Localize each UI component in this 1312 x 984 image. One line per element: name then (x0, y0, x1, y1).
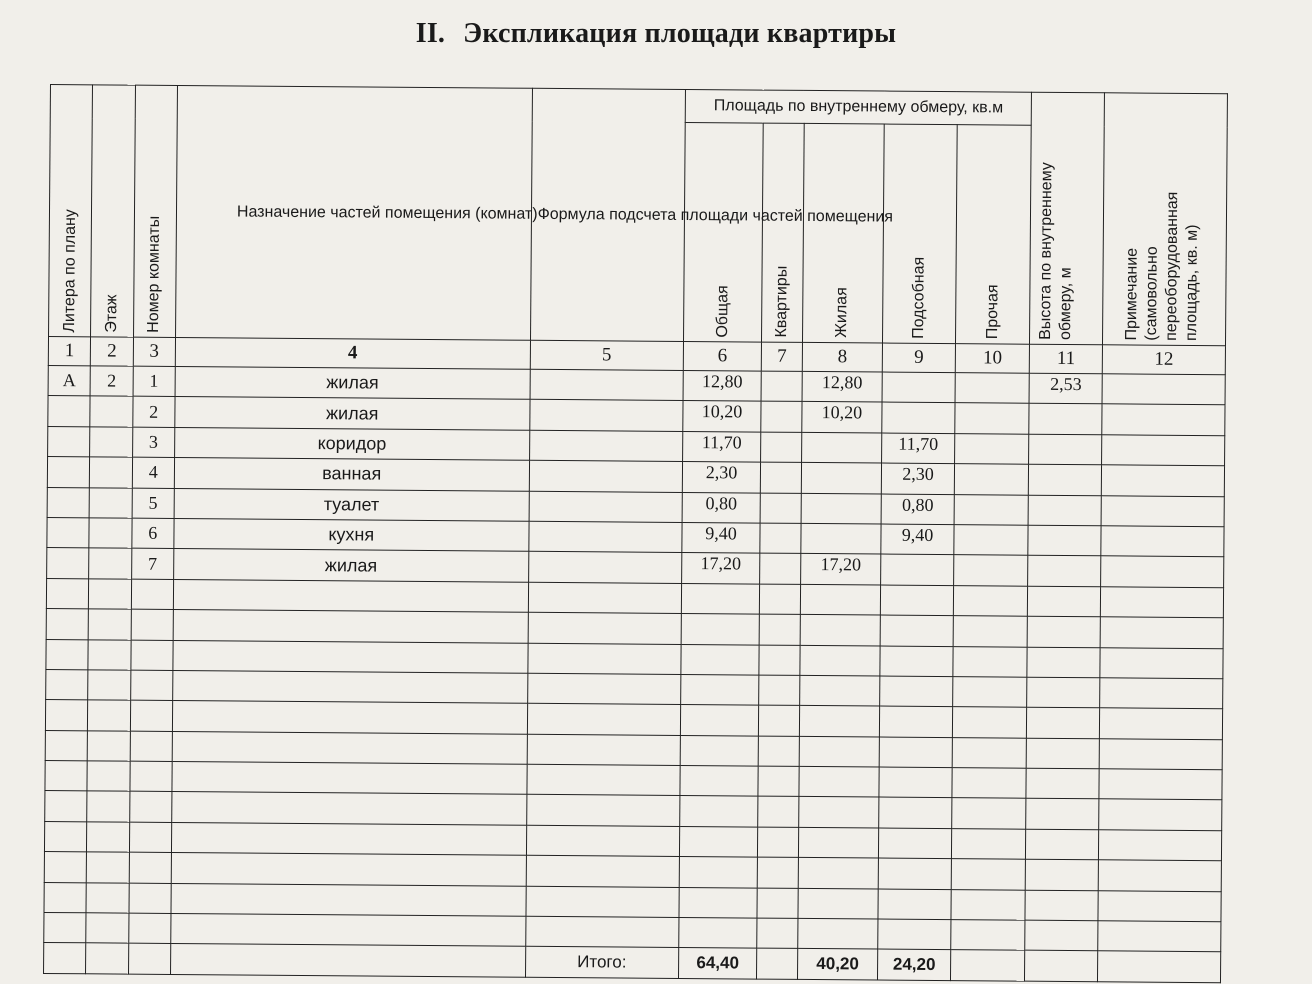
explication-table-container (43, 84, 1228, 975)
cell-kvartiry (760, 614, 801, 645)
cell-podsobnaya: 2,30 (882, 463, 955, 494)
cell-nomer (131, 640, 174, 671)
cell-naznachenie: жилая (174, 549, 529, 582)
cell-litera (46, 669, 89, 700)
col-number: 5 (530, 340, 683, 370)
cell-primechanie (1101, 465, 1224, 496)
cell-nomer (129, 852, 172, 883)
cell-obshchaya (680, 705, 759, 736)
cell-nomer: 3 (132, 427, 175, 458)
cell-nomer (130, 731, 173, 762)
cell-podsobnaya: 9,40 (881, 524, 954, 555)
cell-litera (46, 609, 89, 640)
header-formula: Формула подсчета площади частей помещения (530, 88, 685, 341)
cell-litera (46, 639, 89, 670)
cell-nomer (130, 670, 173, 701)
cell-etazh (88, 609, 131, 640)
cell-litera (44, 913, 87, 944)
cell-podsobnaya (881, 585, 954, 616)
cell-nomer (129, 883, 172, 914)
cell-primechanie (1098, 890, 1221, 921)
cell-naznachenie (172, 701, 527, 734)
cell-kvartiry (758, 797, 799, 828)
cell-formula (528, 643, 681, 675)
cell-prochaya (952, 737, 1027, 768)
cell-nomer (128, 913, 171, 944)
cell-obshchaya: 12,80 (683, 370, 762, 401)
cell-primechanie (1102, 374, 1225, 405)
cell-litera (47, 548, 90, 579)
cell-obshchaya: 2,30 (682, 462, 761, 493)
cell-formula (526, 856, 679, 888)
header-naznachenie: Назначение частей помещения (комнат) (175, 86, 532, 341)
cell-zhilaya (798, 797, 879, 828)
cell-litera (47, 487, 90, 518)
cell-formula (526, 886, 679, 918)
cell-vysota (1028, 495, 1101, 526)
cell-formula (530, 369, 683, 401)
cell-etazh (89, 518, 132, 549)
cell-podsobnaya (881, 554, 954, 585)
total-zhilaya: 40,20 (797, 949, 878, 981)
cell-obshchaya (679, 887, 758, 918)
cell-obshchaya (680, 766, 759, 797)
cell-vysota (1025, 890, 1098, 921)
cell-zhilaya (799, 766, 880, 797)
total-kvartiry (757, 949, 798, 980)
cell-litera (45, 700, 88, 731)
header-litera: Литера по плану (49, 85, 93, 337)
cell-obshchaya (680, 735, 759, 766)
cell-zhilaya (801, 523, 882, 554)
header-obshchaya: Общая (683, 122, 763, 342)
cell-zhilaya (799, 736, 880, 767)
cell-prochaya (954, 433, 1029, 464)
cell-prochaya (955, 403, 1030, 434)
cell-etazh (88, 670, 131, 701)
cell-primechanie (1100, 587, 1223, 618)
cell-primechanie (1101, 556, 1224, 587)
cell-primechanie (1098, 921, 1221, 952)
cell-prochaya (951, 920, 1026, 951)
cell-vysota (1026, 799, 1099, 830)
cell-vysota (1028, 586, 1101, 617)
cell-naznachenie: ванная (174, 458, 529, 491)
cell-formula (525, 916, 678, 948)
cell-primechanie (1099, 799, 1222, 830)
cell-primechanie (1101, 495, 1224, 526)
col-number: 9 (883, 343, 956, 373)
cell-prochaya (952, 768, 1027, 799)
cell-zhilaya (799, 706, 880, 737)
cell-kvartiry (757, 918, 798, 949)
total-litera (44, 943, 87, 974)
cell-litera (47, 457, 90, 488)
cell-kvartiry (759, 736, 800, 767)
header-prochaya: Прочая (955, 125, 1031, 345)
cell-obshchaya: 11,70 (682, 431, 761, 462)
cell-litera (46, 578, 89, 609)
cell-naznachenie: коридор (175, 427, 530, 460)
cell-obshchaya: 10,20 (683, 401, 762, 432)
cell-vysota (1026, 768, 1099, 799)
cell-etazh (88, 639, 131, 670)
cell-formula (526, 825, 679, 857)
total-nomer (128, 944, 171, 975)
total-podsobnaya: 24,20 (878, 949, 951, 981)
cell-etazh (90, 427, 133, 458)
cell-formula (528, 521, 681, 553)
cell-formula (529, 491, 682, 523)
cell-formula (529, 460, 682, 492)
cell-etazh (86, 882, 129, 913)
cell-nomer: 5 (132, 488, 175, 519)
cell-etazh (88, 700, 131, 731)
cell-nomer: 6 (131, 518, 174, 549)
cell-zhilaya (798, 858, 879, 889)
cell-podsobnaya (879, 798, 952, 829)
cell-nomer (129, 792, 172, 823)
cell-litera (47, 517, 90, 548)
cell-zhilaya (799, 675, 880, 706)
cell-zhilaya (797, 918, 878, 949)
cell-primechanie (1099, 738, 1222, 769)
cell-naznachenie: туалет (174, 488, 529, 521)
cell-formula (528, 582, 681, 614)
col-number: 2 (91, 337, 134, 366)
cell-etazh (89, 487, 132, 518)
cell-podsobnaya (879, 828, 952, 859)
cell-litera (44, 821, 87, 852)
section-title: Экспликация площади квартиры (463, 18, 897, 49)
cell-naznachenie (171, 914, 526, 947)
cell-naznachenie: жилая (175, 397, 530, 430)
cell-zhilaya: 17,20 (800, 554, 881, 585)
cell-vysota (1029, 464, 1102, 495)
cell-zhilaya (798, 888, 879, 919)
cell-naznachenie (171, 822, 526, 855)
cell-litera (45, 761, 88, 792)
cell-etazh (87, 791, 130, 822)
col-number: 7 (762, 342, 803, 371)
cell-etazh (87, 822, 130, 853)
cell-primechanie (1100, 678, 1223, 709)
cell-kvartiry (761, 401, 802, 432)
total-etazh (86, 943, 129, 974)
cell-nomer (130, 700, 173, 731)
total-prochaya (950, 950, 1025, 982)
cell-obshchaya: 9,40 (682, 522, 761, 553)
cell-vysota (1026, 859, 1099, 890)
header-ploshchad-group: Площадь по внутреннему обмеру, кв.м (685, 89, 1032, 125)
cell-podsobnaya (878, 919, 951, 950)
cell-prochaya (952, 707, 1027, 738)
cell-podsobnaya (882, 372, 955, 403)
cell-vysota (1025, 920, 1098, 951)
cell-prochaya (953, 646, 1028, 677)
cell-obshchaya (680, 674, 759, 705)
col-number: 12 (1102, 345, 1225, 375)
cell-naznachenie (173, 579, 528, 612)
total-primechanie (1097, 951, 1220, 983)
cell-vysota (1028, 556, 1101, 587)
col-number: 11 (1030, 344, 1103, 374)
cell-naznachenie: кухня (174, 518, 529, 551)
cell-kvartiry (761, 371, 802, 402)
cell-zhilaya (801, 493, 882, 524)
cell-prochaya (955, 373, 1030, 404)
cell-podsobnaya (879, 858, 952, 889)
cell-primechanie (1098, 860, 1221, 891)
cell-prochaya (954, 464, 1029, 495)
cell-naznachenie (172, 792, 527, 825)
cell-podsobnaya (880, 615, 953, 646)
cell-etazh (87, 731, 130, 762)
cell-podsobnaya (879, 767, 952, 798)
header-primechanie: Примечание (самовольно переоборудованная площадь, кв. м) (1102, 93, 1227, 346)
cell-prochaya (953, 585, 1028, 616)
cell-zhilaya: 12,80 (802, 371, 883, 402)
page-title (0, 18, 1312, 50)
cell-podsobnaya: 11,70 (882, 433, 955, 464)
cell-etazh (90, 396, 133, 427)
cell-vysota (1027, 707, 1100, 738)
cell-nomer (130, 761, 173, 792)
cell-nomer: 7 (131, 548, 174, 579)
cell-kvartiry (761, 462, 802, 493)
cell-etazh (89, 548, 132, 579)
col-number: 6 (683, 341, 762, 371)
header-kvartiry: Квартиры (762, 123, 804, 342)
header-vysota: Высота по внутреннему обмеру, м (1030, 92, 1105, 345)
cell-prochaya (951, 859, 1026, 890)
cell-obshchaya: 17,20 (681, 553, 760, 584)
cell-kvartiry (759, 705, 800, 736)
cell-naznachenie: жилая (175, 366, 530, 399)
cell-prochaya (953, 555, 1028, 586)
cell-litera (48, 426, 91, 457)
cell-zhilaya (800, 584, 881, 615)
cell-litera (45, 730, 88, 761)
cell-obshchaya: 0,80 (682, 492, 761, 523)
col-number: 10 (955, 344, 1030, 374)
cell-formula (528, 612, 681, 644)
cell-podsobnaya (878, 889, 951, 920)
cell-naznachenie (171, 853, 526, 886)
cell-etazh (87, 852, 130, 883)
cell-podsobnaya (880, 676, 953, 707)
cell-formula (527, 734, 680, 766)
cell-vysota (1028, 616, 1101, 647)
cell-formula (527, 764, 680, 796)
cell-formula (526, 795, 679, 827)
cell-formula (529, 400, 682, 432)
cell-naznachenie (172, 762, 527, 795)
cell-vysota: 2,53 (1029, 373, 1102, 404)
cell-litera (48, 396, 91, 427)
cell-litera (44, 852, 87, 883)
col-number: 1 (48, 336, 91, 365)
cell-etazh (86, 913, 129, 944)
total-vysota (1025, 951, 1098, 983)
cell-vysota (1029, 434, 1102, 465)
cell-nomer (131, 609, 174, 640)
cell-vysota (1027, 738, 1100, 769)
cell-nomer (131, 579, 174, 610)
cell-prochaya (952, 798, 1027, 829)
cell-litera (45, 791, 88, 822)
cell-litera (44, 882, 87, 913)
cell-litera: А (48, 365, 91, 396)
header-nomer-komnaty: Номер комнаты (133, 85, 177, 337)
cell-prochaya (954, 525, 1029, 556)
cell-podsobnaya: 0,80 (881, 494, 954, 525)
cell-kvartiry (760, 523, 801, 554)
cell-etazh (89, 579, 132, 610)
cell-kvartiry (760, 493, 801, 524)
cell-kvartiry (759, 675, 800, 706)
cell-primechanie (1099, 769, 1222, 800)
cell-nomer: 1 (133, 366, 176, 397)
cell-obshchaya (681, 644, 760, 675)
header-zhilaya: Жилая (802, 123, 884, 343)
cell-nomer (129, 822, 172, 853)
cell-podsobnaya (880, 646, 953, 677)
cell-obshchaya (681, 583, 760, 614)
cell-podsobnaya (879, 737, 952, 768)
cell-naznachenie (173, 670, 528, 703)
cell-zhilaya (800, 645, 881, 676)
explication-table (43, 84, 1228, 984)
total-naznachenie (170, 944, 525, 978)
cell-naznachenie (173, 640, 528, 673)
cell-primechanie (1101, 526, 1224, 557)
cell-etazh (87, 761, 130, 792)
cell-formula (529, 430, 682, 462)
cell-zhilaya: 10,20 (801, 402, 882, 433)
cell-primechanie (1102, 404, 1225, 435)
cell-etazh: 2 (90, 366, 133, 397)
cell-obshchaya (679, 826, 758, 857)
cell-prochaya (951, 828, 1026, 859)
cell-kvartiry (757, 888, 798, 919)
cell-zhilaya (798, 827, 879, 858)
cell-podsobnaya (880, 706, 953, 737)
cell-kvartiry (758, 827, 799, 858)
cell-obshchaya (679, 917, 758, 948)
cell-obshchaya (679, 857, 758, 888)
table-body (44, 365, 1225, 952)
col-number: 3 (133, 337, 176, 366)
cell-primechanie (1098, 830, 1221, 861)
cell-vysota (1027, 647, 1100, 678)
section-number: II. (415, 18, 446, 49)
cell-kvartiry (760, 553, 801, 584)
cell-prochaya (952, 677, 1027, 708)
cell-nomer: 4 (132, 457, 175, 488)
cell-kvartiry (759, 645, 800, 676)
cell-vysota (1027, 677, 1100, 708)
cell-zhilaya (801, 432, 882, 463)
cell-primechanie (1099, 708, 1222, 739)
cell-kvartiry (760, 584, 801, 615)
cell-naznachenie (173, 610, 528, 643)
cell-vysota (1028, 525, 1101, 556)
cell-primechanie (1100, 617, 1223, 648)
cell-naznachenie (171, 883, 526, 916)
cell-nomer: 2 (132, 397, 175, 428)
total-label: Итого: (525, 947, 678, 979)
cell-zhilaya (801, 463, 882, 494)
cell-formula (528, 552, 681, 584)
total-obshchaya: 64,40 (678, 948, 757, 980)
cell-obshchaya (681, 614, 760, 645)
cell-vysota (1029, 404, 1102, 435)
cell-etazh (90, 457, 133, 488)
cell-podsobnaya (882, 402, 955, 433)
cell-obshchaya (679, 796, 758, 827)
cell-kvartiry (758, 857, 799, 888)
cell-naznachenie (172, 731, 527, 764)
header-etazh: Этаж (91, 85, 135, 337)
header-podsobnaya: Подсобная (883, 124, 957, 344)
cell-kvartiry (758, 766, 799, 797)
col-number: 4 (175, 337, 530, 369)
cell-prochaya (954, 494, 1029, 525)
cell-prochaya (953, 616, 1028, 647)
cell-primechanie (1100, 647, 1223, 678)
cell-prochaya (951, 889, 1026, 920)
cell-formula (527, 673, 680, 705)
cell-vysota (1026, 829, 1099, 860)
cell-kvartiry (761, 432, 802, 463)
cell-formula (527, 704, 680, 736)
cell-primechanie (1102, 435, 1225, 466)
cell-zhilaya (800, 615, 881, 646)
col-number: 8 (802, 342, 883, 372)
